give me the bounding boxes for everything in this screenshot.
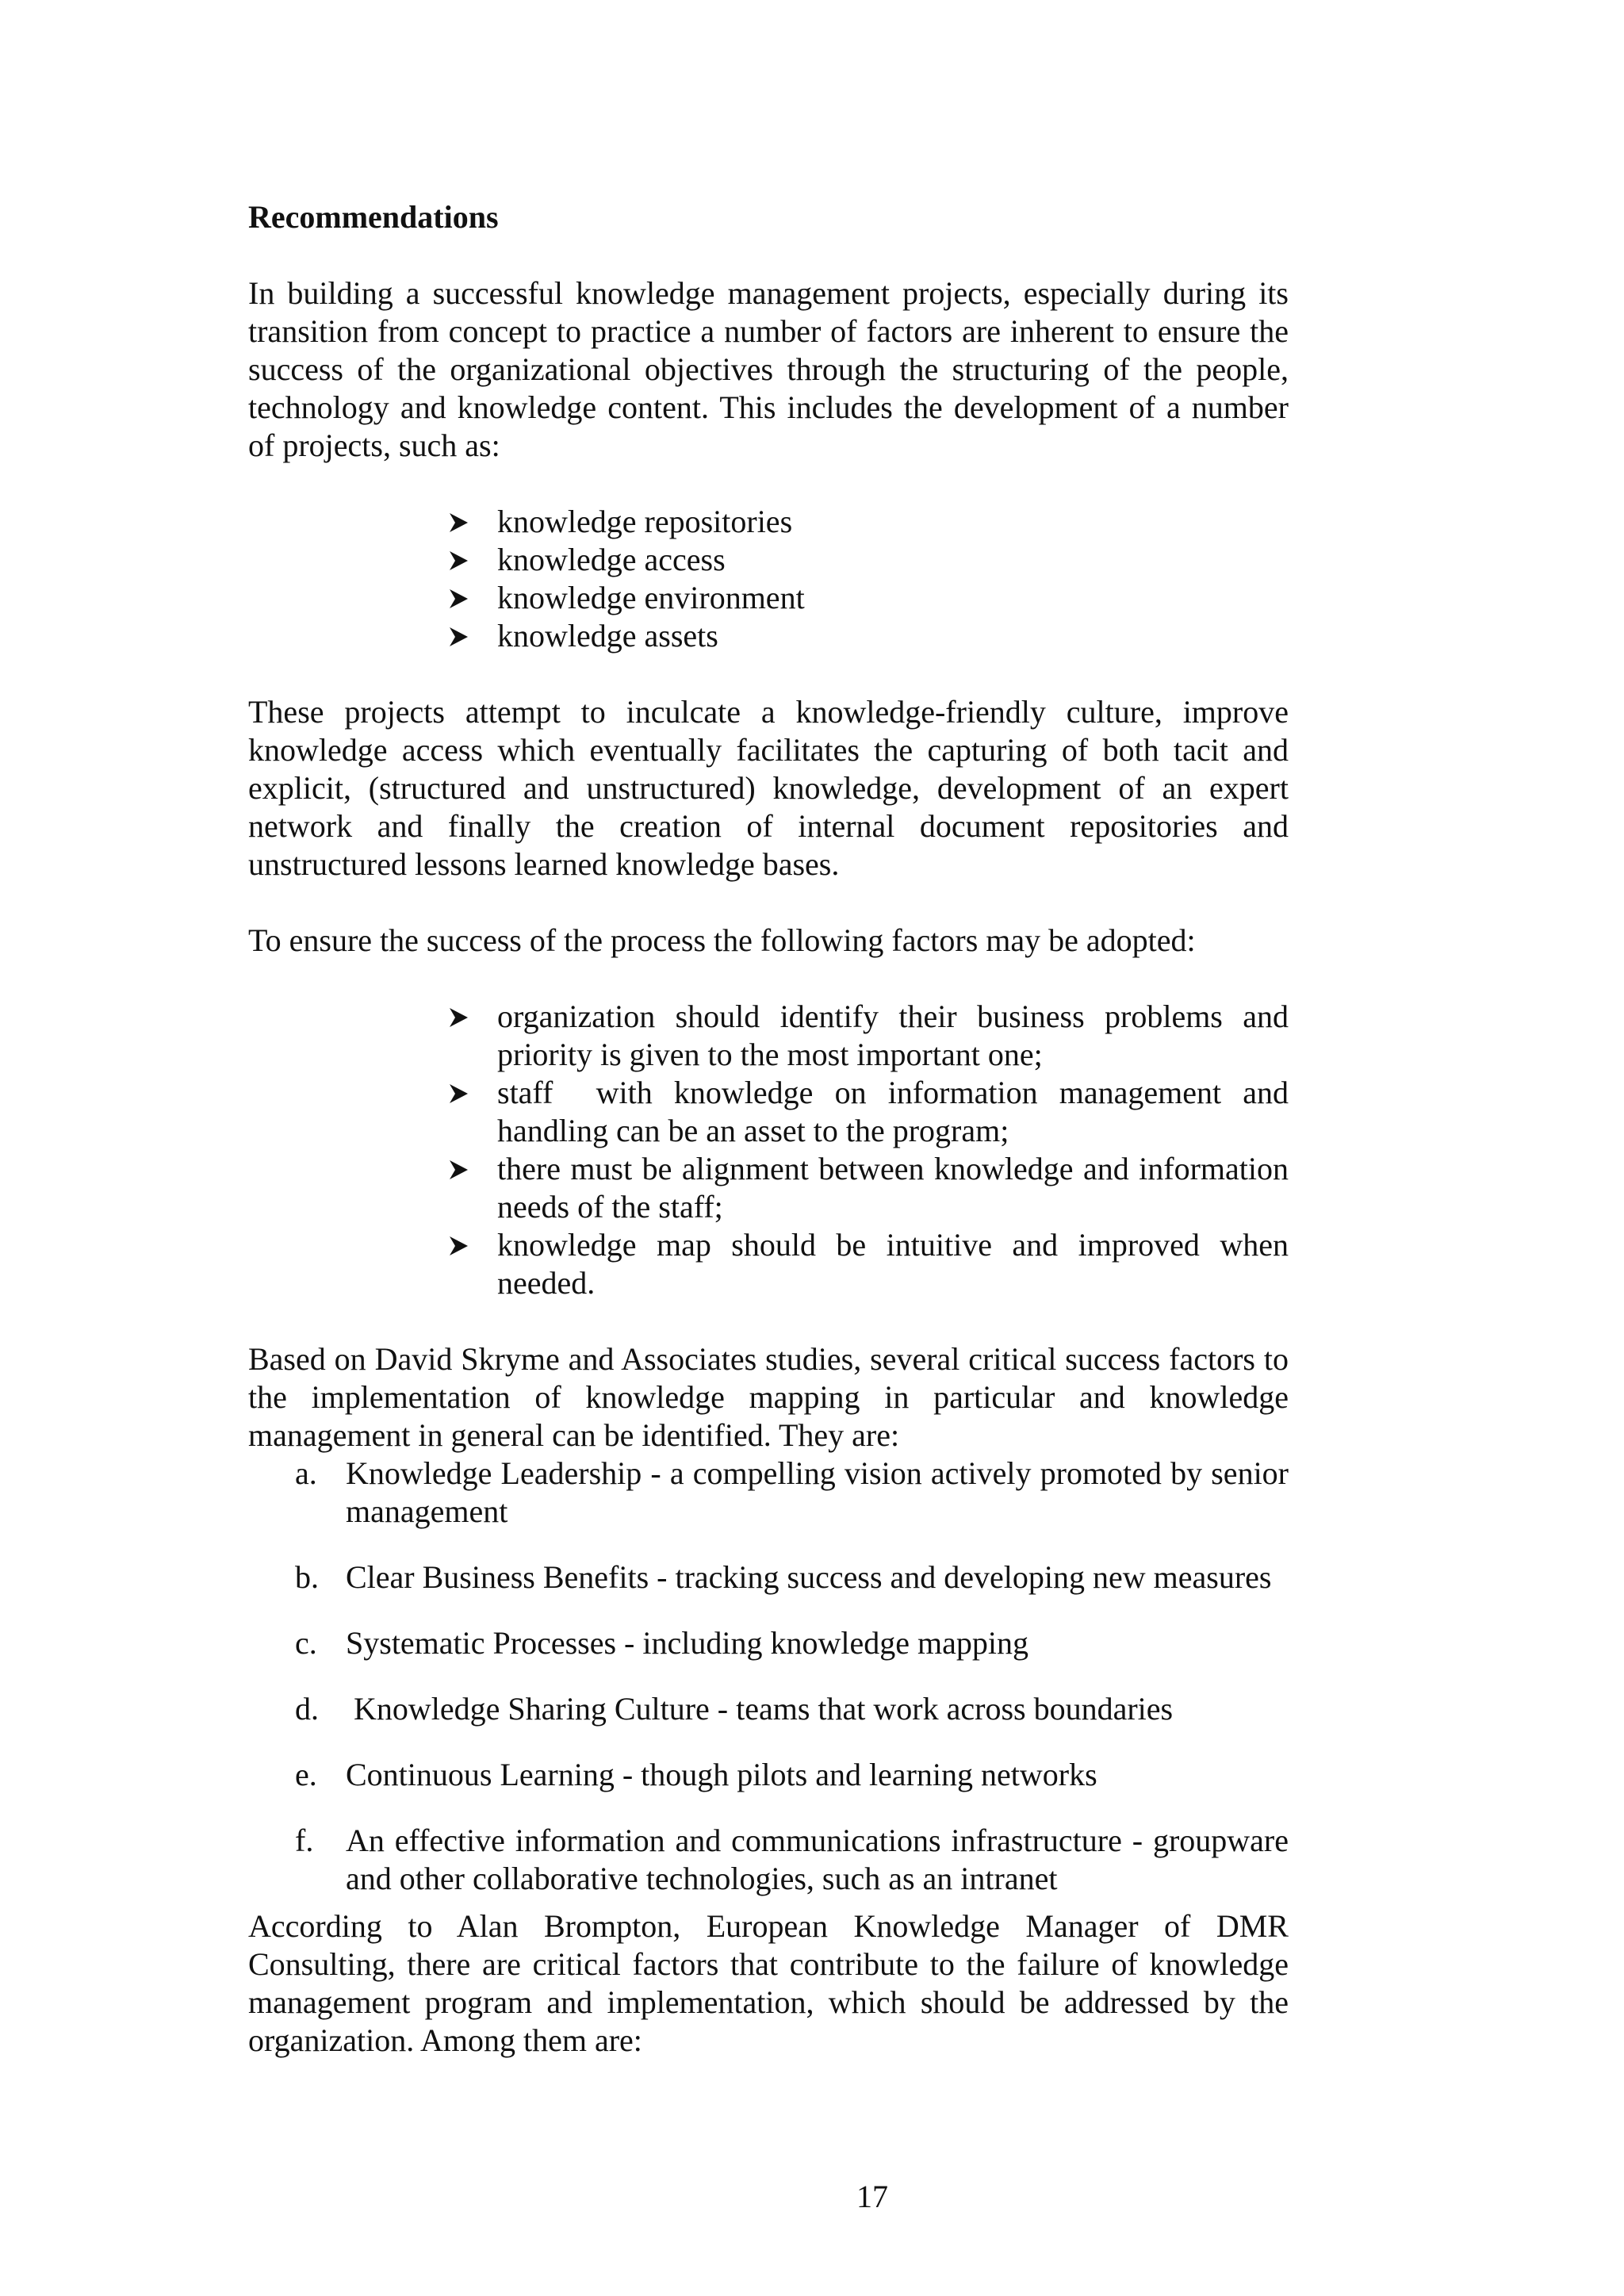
list-item xyxy=(295,1624,1289,1662)
page-number-text: 17 xyxy=(856,2179,888,2214)
list-item xyxy=(448,579,1289,617)
document-body xyxy=(248,198,1297,2060)
list-item-text: staff with knowledge on information management and handling can be an asset to the program; xyxy=(497,1075,1297,1148)
arrowhead-bullet-icon xyxy=(448,503,477,541)
spacer xyxy=(248,236,1289,274)
list-item xyxy=(448,1226,1289,1302)
list-item-text: knowledge assets xyxy=(497,618,718,654)
factor-list xyxy=(448,998,1297,1302)
arrowhead-bullet-icon xyxy=(448,1150,477,1188)
list-item xyxy=(295,1756,1289,1794)
success-factor-list xyxy=(295,1455,1289,1898)
spacer xyxy=(248,655,1289,693)
arrowhead-bullet-icon xyxy=(448,1226,477,1264)
list-item-text: knowledge environment xyxy=(497,580,805,615)
list-item-text: knowledge access xyxy=(497,542,726,577)
list-item xyxy=(448,998,1289,1074)
brompton-paragraph: According to Alan Brompton, European Knowledge Manager of DMR Consulting, there are critical factors that contribute to the failure of knowledge management program and implementation, which should be addressed by the organization. Among them are: xyxy=(248,1908,1289,2058)
list-item-text: there must be alignment between knowledge and information needs of the staff; xyxy=(497,1151,1289,1225)
arrowhead-bullet-icon xyxy=(448,998,477,1036)
list-item-text: organization should identify their business problems and priority is given to the most important one; xyxy=(497,999,1289,1072)
project-list xyxy=(448,503,1289,655)
list-letter: b. xyxy=(295,1559,319,1595)
list-item xyxy=(448,1150,1289,1226)
spacer xyxy=(248,1302,1289,1340)
factors-intro: To ensure the success of the process the following factors may be adopted: xyxy=(248,922,1196,958)
list-item-text: Clear Business Benefits - tracking success and developing new measures xyxy=(346,1559,1272,1595)
spacer xyxy=(248,465,1289,503)
list-item xyxy=(295,1558,1289,1596)
list-item-text: knowledge map should be intuitive and improved when needed. xyxy=(497,1227,1289,1301)
skryme-paragraph: Based on David Skryme and Associates studies, several critical success factors to the implementation of knowledge mapping in particular and knowledge management in general can be identified. They are: xyxy=(248,1341,1289,1453)
list-item xyxy=(448,503,1289,541)
spacer xyxy=(248,1898,1289,1907)
list-item xyxy=(448,541,1289,579)
list-item-text: Knowledge Leadership - a compelling vision actively promoted by senior management xyxy=(346,1455,1289,1529)
list-item-text: Systematic Processes - including knowledge mapping xyxy=(346,1625,1028,1661)
list-item-text: Knowledge Sharing Culture - teams that work across boundaries xyxy=(346,1691,1174,1727)
intro-paragraph: In building a successful knowledge management projects, especially during its transition from concept to practice a number of factors are inherent to ensure the success of the organizational objectives through the structuring of the people, technology and knowledge content. This includes the development of a number of projects, such as: xyxy=(248,275,1289,463)
arrowhead-bullet-icon xyxy=(448,579,477,617)
list-letter: d. xyxy=(295,1691,319,1727)
page-number xyxy=(119,2178,1624,2216)
projects-paragraph: These projects attempt to inculcate a knowledge-friendly culture, improve knowledge access which eventually facilitates the capturing of both tacit and explicit, (structured and unstructured) knowledge, development of an expert network and finally the creation of internal document repositories and unstructured lessons learned knowledge bases. xyxy=(248,694,1289,882)
spacer xyxy=(248,884,1289,922)
section-heading: Recommendations xyxy=(248,199,499,235)
list-item-text: An effective information and communications infrastructure - groupware and other collaborative technologies, such as an intranet xyxy=(346,1823,1289,1896)
list-letter: a. xyxy=(295,1455,317,1491)
list-letter: c. xyxy=(295,1625,317,1661)
list-item xyxy=(295,1822,1289,1898)
arrowhead-bullet-icon xyxy=(448,1074,477,1112)
list-item xyxy=(448,1074,1297,1150)
list-item xyxy=(448,617,1289,655)
list-item xyxy=(295,1690,1289,1728)
list-item-text: Continuous Learning - though pilots and learning networks xyxy=(346,1757,1097,1792)
arrowhead-bullet-icon xyxy=(448,617,477,655)
list-item-text: knowledge repositories xyxy=(497,504,793,539)
list-item xyxy=(295,1455,1289,1531)
list-letter: e. xyxy=(295,1757,317,1792)
spacer xyxy=(248,960,1289,998)
arrowhead-bullet-icon xyxy=(448,541,477,579)
list-letter: f. xyxy=(295,1823,314,1858)
